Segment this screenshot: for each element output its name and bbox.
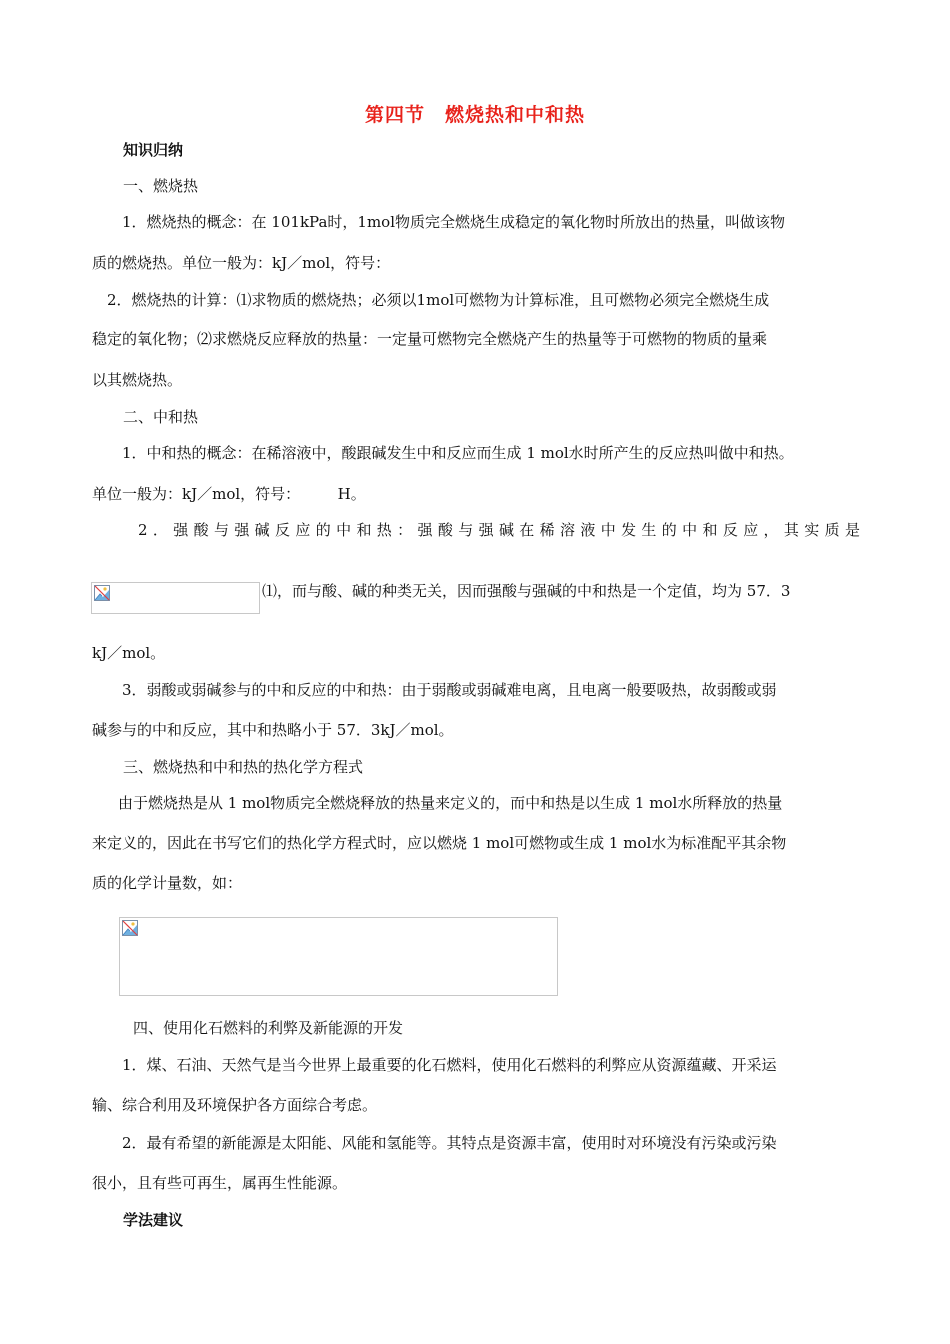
section-heading-knowledge: 知识归纳 (123, 141, 184, 159)
s4-p1-line2: 输、综合利用及环境保护各方面综合考虑。 (92, 1096, 378, 1114)
broken-image-equation (91, 582, 260, 614)
s2-p3-line1: 3．弱酸或弱碱参与的中和反应的中和热：由于弱酸或弱碱难电离，且电离一般要吸热，故弱酸或弱 (122, 681, 777, 699)
s4-p2-line2: 很小，且有些可再生，属再生性能源。 (92, 1174, 348, 1192)
broken-image-equations (119, 917, 558, 996)
s2-p2-line3: kJ／mol。 (92, 644, 166, 662)
s1-p2-line2: 稳定的氧化物；⑵求燃烧反应释放的热量：一定量可燃物完全燃烧产生的热量等于可燃物的物质的量乘 (92, 330, 768, 348)
s3-p1-line1: 由于燃烧热是从 1 mol物质完全燃烧释放的热量来定义的，而中和热是以生成 1 mol水所释放的热量 (118, 794, 783, 812)
s2-p3-line2: 碱参与的中和反应，其中和热略小于 57．3kJ／mol。 (92, 721, 454, 739)
section4-heading: 四、使用化石燃料的利弊及新能源的开发 (133, 1019, 404, 1037)
s2-p1-line2: 单位一般为：kJ／mol，符号： H。 (92, 485, 366, 503)
s1-p1-line1: 1．燃烧热的概念：在 101kPa时，1mol物质完全燃烧生成稳定的氧化物时所放出的热量，叫做该物 (122, 213, 785, 231)
section1-heading: 一、燃烧热 (123, 177, 199, 195)
section2-heading: 二、中和热 (123, 408, 199, 426)
s2-p2-line1: 2．强酸与强碱反应的中和热：强酸与强碱在稀溶液中发生的中和反应，其实质是 (138, 521, 860, 539)
s1-p2-line1: 2．燃烧热的计算：⑴求物质的燃烧热；必须以1mol可燃物为计算标准，且可燃物必须完全燃烧生成 (107, 291, 770, 309)
broken-image-icon (122, 920, 138, 936)
s3-p1-line2: 来定义的，因此在书写它们的热化学方程式时，应以燃烧 1 mol可燃物或生成 1 mol水为标准配平其余物 (92, 834, 787, 852)
section3-heading: 三、燃烧热和中和热的热化学方程式 (123, 758, 364, 776)
s1-p2-line3: 以其燃烧热。 (92, 371, 183, 389)
broken-image-icon (94, 585, 110, 601)
s2-p2-line2: ⑴，而与酸、碱的种类无关，因而强酸与强碱的中和热是一个定值，均为 57．3 (262, 582, 791, 600)
s4-p1-line1: 1．煤、石油、天然气是当今世界上最重要的化石燃料，使用化石燃料的利弊应从资源蕴藏、开采运 (122, 1056, 777, 1074)
s1-p1-line2: 质的燃烧热。单位一般为：kJ／mol，符号： (92, 254, 391, 272)
page-title: 第四节 燃烧热和中和热 (364, 104, 585, 126)
s2-p1-line1: 1．中和热的概念：在稀溶液中，酸跟碱发生中和反应而生成 1 mol水时所产生的反应热叫做中和热。 (122, 444, 794, 462)
s4-p2-line1: 2．最有希望的新能源是太阳能、风能和氢能等。其特点是资源丰富，使用时对环境没有污染或污染 (122, 1134, 777, 1152)
s3-p1-line3: 质的化学计量数，如： (92, 874, 243, 892)
section-heading-study: 学法建议 (123, 1211, 184, 1229)
